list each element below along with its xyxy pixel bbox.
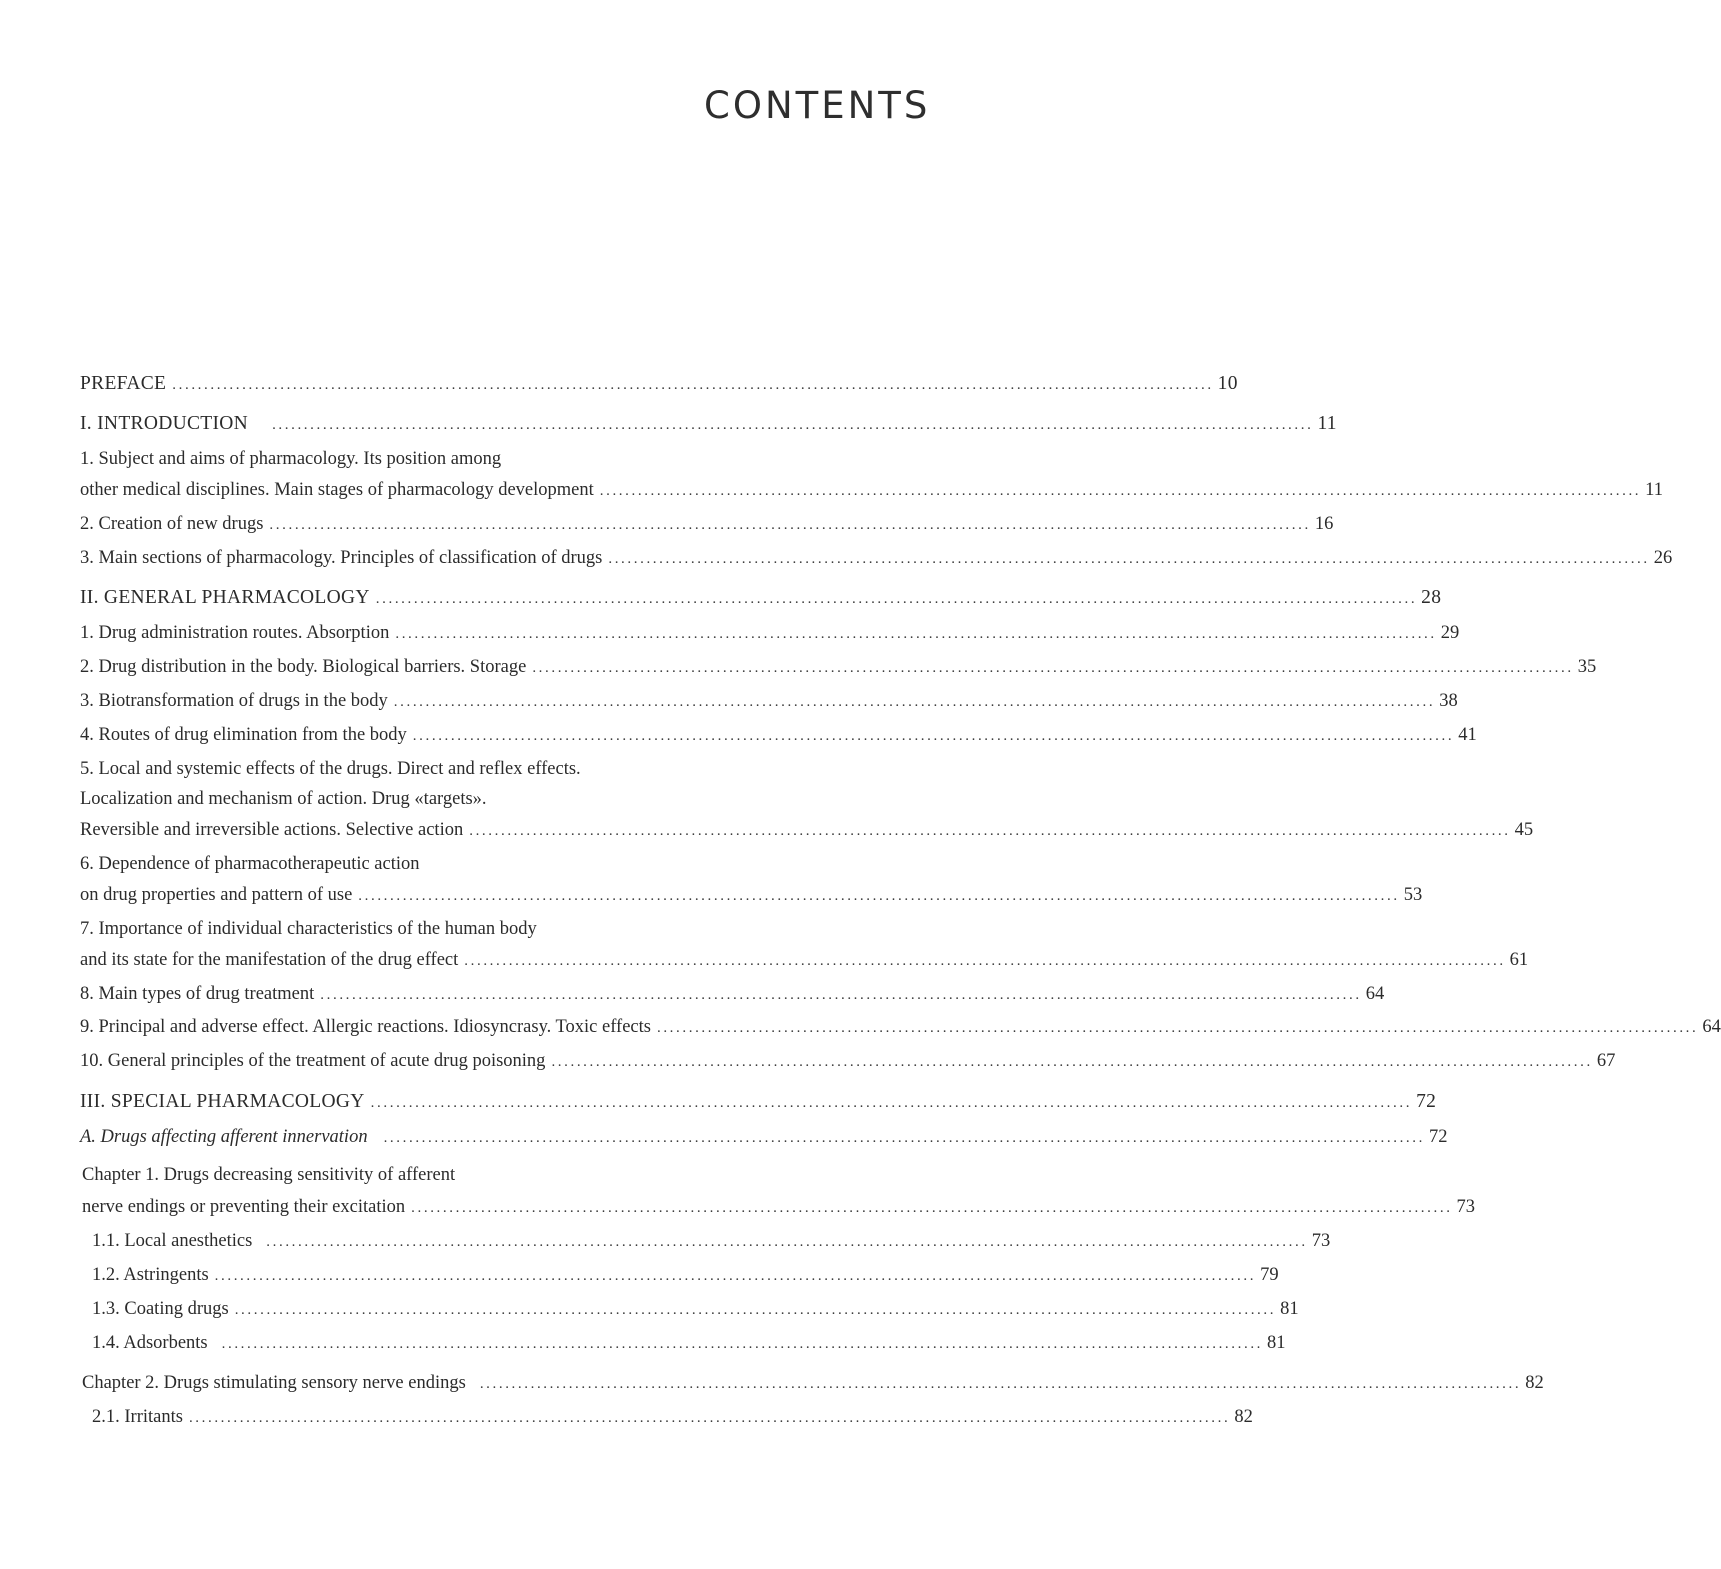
toc-page-number: 38	[1439, 691, 1458, 711]
leader-dots: ....................................................................................................................................................................	[188, 1410, 1231, 1426]
leader-dots: ....................................................................................................................................................................	[395, 626, 1437, 642]
leader-dots: ....................................................................................................................................................................	[234, 1302, 1277, 1318]
toc-page-number: 82	[1525, 1373, 1544, 1393]
toc-entry-title: 1.3. Coating drugs	[92, 1299, 229, 1319]
leader-dots: ....................................................................................................................................................................	[479, 1376, 1522, 1392]
leader-dots: ....................................................................................................................................................................	[656, 1020, 1699, 1036]
leader-dots: ....................................................................................................................................................................	[221, 1336, 1264, 1352]
toc-entry-elimination[interactable]	[80, 724, 1477, 747]
toc-entry-main-sections[interactable]	[80, 547, 1673, 570]
toc-entry-special-pharmacology[interactable]	[80, 1091, 1437, 1114]
toc-entry-local-anesthetics[interactable]	[92, 1230, 1331, 1253]
toc-entry-title: 1.4. Adsorbents	[92, 1333, 208, 1353]
toc-page-number: 73	[1311, 1231, 1331, 1251]
leader-dots: ....................................................................................................................................................................	[320, 987, 1362, 1003]
toc-page-number: 53	[1403, 885, 1423, 905]
toc-entry-title: 3. Biotransformation of drugs in the body	[80, 691, 388, 711]
toc-page-number: 72	[1428, 1127, 1448, 1147]
toc-entry-line: 1. Subject and aims of pharmacology. Its position among	[80, 449, 502, 469]
leader-dots: ....................................................................................................................................................................	[412, 728, 1455, 744]
toc-entry-title: III. SPECIAL PHARMACOLOGY	[80, 1091, 365, 1112]
toc-page-number: 81	[1280, 1299, 1299, 1319]
leader-dots: ....................................................................................................................................................................	[383, 1130, 1425, 1146]
toc-entry-title: Chapter 2. Drugs stimulating sensory nerve endings	[82, 1373, 466, 1393]
toc-entry-biotransformation[interactable]	[80, 690, 1458, 713]
toc-entry-introduction[interactable]	[80, 413, 1337, 436]
toc-entry-title: 1.2. Astringents	[92, 1265, 209, 1285]
toc-entry-coating-drugs[interactable]	[92, 1298, 1299, 1321]
toc-entry-title: 1.1. Local anesthetics	[92, 1231, 253, 1251]
toc-entry-creation[interactable]	[80, 513, 1334, 536]
toc-entry-title: A. Drugs affecting afferent innervation	[80, 1127, 368, 1147]
toc-entry-title: other medical disciplines. Main stages of pharmacology development	[80, 480, 594, 500]
leader-dots: ....................................................................................................................................................................	[214, 1268, 1257, 1284]
leader-dots: ....................................................................................................................................................................	[358, 888, 1400, 904]
toc-entry-afferent-innervation[interactable]	[80, 1126, 1448, 1149]
toc-page-number: 64	[1365, 984, 1385, 1004]
toc-entry-line: Localization and mechanism of action. Drug «targets».	[80, 789, 487, 809]
leader-dots: ....................................................................................................................................................................	[532, 660, 1574, 676]
toc-entry-title: on drug properties and pattern of use	[80, 885, 353, 905]
toc-page-number: 73	[1456, 1197, 1476, 1217]
toc-page-number: 41	[1458, 725, 1477, 745]
toc-entry-subject-aims[interactable]	[80, 479, 1663, 502]
toc-entry-title: PREFACE	[80, 373, 167, 394]
toc-entry-line: 7. Importance of individual characteristics of the human body	[80, 919, 537, 939]
toc-entry-line: 5. Local and systemic effects of the drugs. Direct and reflex effects.	[80, 759, 581, 779]
toc-entry-line: 6. Dependence of pharmacotherapeutic action	[80, 854, 420, 874]
leader-dots: ....................................................................................................................................................................	[172, 377, 1214, 393]
toc-page-number: 28	[1421, 587, 1442, 608]
leader-dots: ....................................................................................................................................................................	[375, 591, 1418, 607]
toc-entry-title: 2. Creation of new drugs	[80, 514, 264, 534]
toc-entry-title: 4. Routes of drug elimination from the body	[80, 725, 407, 745]
toc-entry-title: 9. Principal and adverse effect. Allergic reactions. Idiosyncrasy. Toxic effects	[80, 1017, 651, 1037]
toc-entry-title: 1. Drug administration routes. Absorption	[80, 623, 390, 643]
leader-dots: ....................................................................................................................................................................	[370, 1095, 1413, 1111]
toc-entry-individual-characteristics[interactable]	[80, 949, 1529, 972]
leader-dots: ....................................................................................................................................................................	[551, 1054, 1593, 1070]
toc-entry-title: 8. Main types of drug treatment	[80, 984, 315, 1004]
toc-entry-line: Chapter 1. Drugs decreasing sensitivity of afferent	[82, 1165, 456, 1185]
toc-entry-general-pharmacology[interactable]	[80, 587, 1442, 610]
toc-entry-adsorbents[interactable]	[92, 1332, 1286, 1355]
toc-page-number: 81	[1267, 1333, 1286, 1353]
toc-entry-dependence[interactable]	[80, 884, 1423, 907]
leader-dots: ....................................................................................................................................................................	[469, 823, 1511, 839]
toc-page-number: 45	[1514, 820, 1534, 840]
toc-entry-title: 2. Drug distribution in the body. Biological barriers. Storage	[80, 657, 527, 677]
toc-entry-preface[interactable]	[80, 373, 1238, 396]
toc-entry-title: 2.1. Irritants	[92, 1407, 183, 1427]
toc-page-number: 67	[1596, 1051, 1616, 1071]
leader-dots: ....................................................................................................................................................................	[269, 517, 1311, 533]
toc-page-number: 11	[1645, 480, 1663, 500]
toc-entry-title: Reversible and irreversible actions. Selective action	[80, 820, 464, 840]
toc-entry-distribution[interactable]	[80, 656, 1597, 679]
toc-entry-chapter-1[interactable]	[82, 1196, 1476, 1219]
toc-page-number: 79	[1260, 1265, 1279, 1285]
toc-page-number: 64	[1702, 1017, 1721, 1037]
toc-entry-title: 10. General principles of the treatment of acute drug poisoning	[80, 1051, 546, 1071]
toc-page-number: 26	[1653, 548, 1673, 568]
toc-entry-administration[interactable]	[80, 622, 1460, 645]
toc-entry-title: 3. Main sections of pharmacology. Principles of classification of drugs	[80, 548, 603, 568]
toc-entry-poisoning[interactable]	[80, 1050, 1616, 1073]
toc-entry-treatment-types[interactable]	[80, 983, 1385, 1006]
toc-page-number: 35	[1577, 657, 1597, 677]
leader-dots: ....................................................................................................................................................................	[608, 551, 1650, 567]
toc-entry-title: and its state for the manifestation of the drug effect	[80, 950, 459, 970]
leader-dots: ....................................................................................................................................................................	[599, 483, 1642, 499]
toc-entry-title: II. GENERAL PHARMACOLOGY	[80, 587, 370, 608]
leader-dots: ....................................................................................................................................................................	[464, 953, 1506, 969]
toc-page-number: 11	[1317, 413, 1337, 434]
toc-page-number: 29	[1440, 623, 1460, 643]
toc-entry-effects[interactable]	[80, 819, 1534, 842]
leader-dots: ....................................................................................................................................................................	[272, 417, 1314, 433]
toc-entry-adverse-effects[interactable]	[80, 1016, 1721, 1039]
leader-dots: ....................................................................................................................................................................	[266, 1234, 1308, 1250]
toc-entry-irritants[interactable]	[92, 1406, 1253, 1429]
toc-page-number: 10	[1217, 373, 1238, 394]
toc-page-number: 16	[1314, 514, 1334, 534]
toc-entry-astringents[interactable]	[92, 1264, 1279, 1287]
toc-entry-chapter-2[interactable]	[82, 1372, 1544, 1395]
leader-dots: ....................................................................................................................................................................	[411, 1200, 1453, 1216]
toc-entry-title: I. INTRODUCTION	[80, 413, 249, 434]
toc-page-number: 61	[1509, 950, 1529, 970]
toc-page-number: 72	[1416, 1091, 1437, 1112]
page-title: CONTENTS	[704, 84, 931, 127]
toc-entry-title: nerve endings or preventing their excitation	[82, 1197, 406, 1217]
toc-page-number: 82	[1234, 1407, 1253, 1427]
leader-dots: ....................................................................................................................................................................	[393, 694, 1436, 710]
